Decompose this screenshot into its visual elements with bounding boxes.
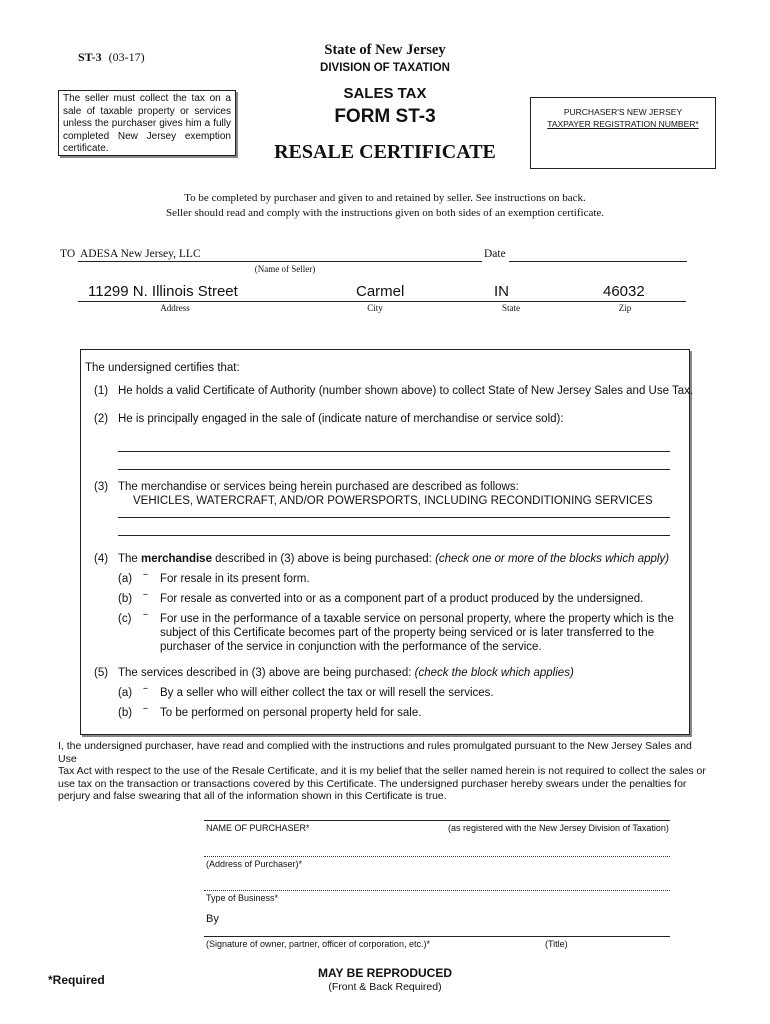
purchaser-name-note: (as registered with the New Jersey Division of Taxation): [448, 823, 669, 833]
item5b-checkbox[interactable]: --: [143, 703, 147, 713]
item3-answer-line1: [118, 517, 670, 518]
item5-text-italic: (check the block which applies): [414, 667, 574, 679]
item4c-text-line1: For use in the performance of a taxable service on personal property, where the property which is the: [160, 613, 674, 625]
item3-number: (3): [94, 481, 109, 493]
item4c-letter: (c): [118, 613, 132, 625]
item4-number: (4): [94, 553, 109, 565]
item5a-letter: (a): [118, 687, 133, 699]
item5-number: (5): [94, 667, 109, 679]
purchaser-name-label: NAME OF PURCHASER*: [206, 823, 310, 833]
item5b-text: To be performed on personal property held for sale.: [160, 707, 422, 719]
item5a-checkbox[interactable]: --: [143, 683, 147, 693]
seller-address-field[interactable]: 11299 N. Illinois Street: [88, 283, 238, 300]
item1-text: He holds a valid Certificate of Authority (number shown above) to collect State of New Jersey Sales and Use Tax.: [118, 385, 694, 397]
address-line: [78, 301, 686, 302]
signature-field[interactable]: [204, 936, 670, 937]
item4-text: [118, 553, 669, 565]
item4c-text-line3: purchaser of the service in conjunction with the performance of the service.: [160, 641, 542, 653]
sales-tax-heading: SALES TAX: [343, 85, 427, 102]
item2-answer-line2[interactable]: [118, 469, 670, 470]
certifies-intro: The undersigned certifies that:: [85, 362, 240, 374]
title-label: (Title): [545, 939, 568, 949]
instructions-line2: Seller should read and comply with the instructions given on both sides of an exemption certificate.: [165, 207, 605, 219]
form-code-number: ST-3: [78, 50, 102, 64]
seller-name-line: [78, 261, 482, 262]
item4c-checkbox[interactable]: --: [143, 609, 147, 619]
declaration-line2: Tax Act with respect to the use of the Resale Certificate, and it is my belief that the seller named herein is not required to collect the sales or: [58, 765, 706, 777]
business-type-label: Type of Business*: [206, 893, 279, 903]
item3-answer[interactable]: VEHICLES, WATERCRAFT, AND/OR POWERSPORTS, INCLUDING RECONDITIONING SERVICES: [133, 495, 653, 507]
item4a-text: For resale in its present form.: [160, 573, 310, 585]
front-back-required: (Front & Back Required): [328, 981, 442, 993]
item5-text: [118, 667, 574, 679]
address-caption: Address: [160, 303, 190, 313]
item4b-checkbox[interactable]: --: [143, 589, 147, 599]
item5a-text: By a seller who will either collect the tax or will resell the services.: [160, 687, 494, 699]
city-caption: City: [367, 303, 383, 313]
form-name: FORM ST-3: [334, 106, 436, 127]
item5-text-pre: The services described in (3) above are being purchased:: [118, 667, 415, 679]
item4-text-bold: merchandise: [141, 553, 212, 565]
item4a-checkbox[interactable]: --: [143, 569, 147, 579]
form-code: [78, 50, 145, 65]
purchaser-name-field[interactable]: [204, 820, 670, 821]
division-name: DIVISION OF TAXATION: [320, 62, 450, 74]
registration-label-line1: PURCHASER'S NEW JERSEY: [563, 107, 683, 117]
seller-zip-field[interactable]: 46032: [603, 283, 645, 300]
registration-label-line2: TAXPAYER REGISTRATION NUMBER*: [547, 119, 699, 129]
state-name: State of New Jersey: [324, 42, 446, 58]
item4b-text: For resale as converted into or as a component part of a product produced by the undersigned.: [160, 593, 644, 605]
instructions-line1: To be completed by purchaser and given to and retained by seller. See instructions on back.: [184, 192, 586, 204]
item3-answer-line2[interactable]: [118, 535, 670, 536]
declaration-line3: use tax on the transaction or transactions covered by this Certificate. The undersigned purchaser hereby swears under the penalties for: [58, 777, 687, 790]
business-type-field[interactable]: [204, 890, 670, 891]
seller-name-caption: (Name of Seller): [254, 264, 316, 274]
item4-text-post: described in (3) above is being purchased:: [211, 553, 436, 565]
purchaser-address-label: (Address of Purchaser)*: [206, 859, 303, 869]
to-label: TO: [60, 248, 76, 260]
purchaser-address-field[interactable]: [204, 856, 670, 857]
item4b-letter: (b): [118, 593, 133, 605]
item1-number: (1): [94, 385, 109, 397]
item2-number: (2): [94, 413, 109, 425]
item3-text: The merchandise or services being herein purchased are described as follows:: [118, 481, 519, 493]
declaration-line4: perjury and false swearing that all of the information shown in this Certificate is true.: [58, 790, 447, 802]
signature-label: (Signature of owner, partner, officer of corporation, etc.)*: [206, 939, 430, 949]
item4a-letter: (a): [118, 573, 133, 585]
declaration-text: [58, 740, 708, 803]
item4-text-italic: (check one or more of the blocks which apply): [435, 553, 670, 565]
item5b-letter: (b): [118, 707, 133, 719]
registration-number-box[interactable]: [530, 97, 716, 169]
date-label: Date: [484, 248, 506, 260]
declaration-line1: I, the undersigned purchaser, have read and complied with the instructions and rules promulgated pursuant to the New Jersey Sales and Use: [58, 740, 692, 765]
item2-answer-line1[interactable]: [118, 451, 670, 452]
state-caption: State: [502, 303, 520, 313]
by-label: By: [206, 913, 219, 925]
page-title: RESALE CERTIFICATE: [274, 141, 496, 163]
seller-notice-box: The seller must collect the tax on a sale of taxable property or services unless the purchaser gives him a fully completed New Jersey exemption certificate.: [58, 90, 236, 156]
seller-name-field[interactable]: ADESA New Jersey, LLC: [80, 248, 201, 260]
item4-text-pre: The: [118, 553, 142, 565]
seller-city-field[interactable]: Carmel: [356, 283, 405, 300]
seller-state-field[interactable]: IN: [494, 283, 509, 300]
item4c-text-line2: subject of this Certificate becomes part of the property being serviced or is later transferred to the: [160, 627, 655, 639]
date-field[interactable]: [509, 261, 687, 262]
form-revision-date: (03-17): [108, 50, 145, 64]
may-be-reproduced: MAY BE REPRODUCED: [317, 966, 453, 980]
required-note: *Required: [48, 973, 105, 987]
zip-caption: Zip: [618, 303, 632, 313]
item2-text: He is principally engaged in the sale of (indicate nature of merchandise or service sold):: [118, 413, 564, 425]
